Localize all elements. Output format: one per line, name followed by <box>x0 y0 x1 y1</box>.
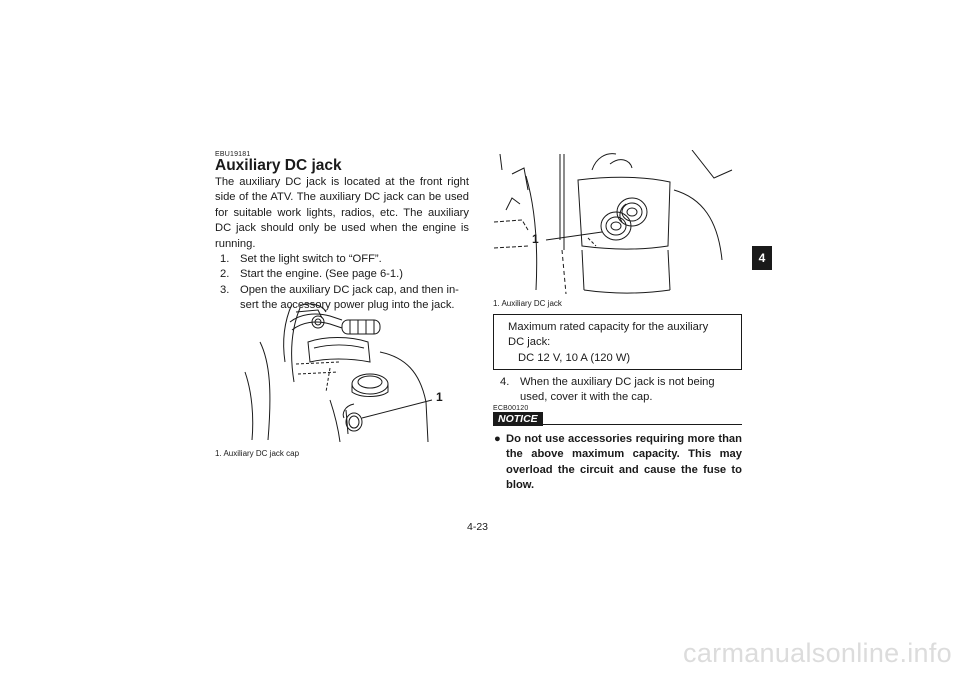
step-number: 1. <box>220 253 230 265</box>
figure-callout-number: 1 <box>532 232 539 246</box>
chapter-tab: 4 <box>752 246 772 270</box>
watermark: carmanualsonline.info <box>683 638 952 668</box>
section-heading: Auxiliary DC jack <box>215 157 342 174</box>
section-code: EBU19181 <box>215 151 251 158</box>
step-text: Set the light switch to “OFF”. <box>240 253 382 265</box>
figure-dc-jack-cap-drawing <box>230 302 450 442</box>
step-number: 2. <box>220 268 230 281</box>
notice-header <box>493 412 742 426</box>
step-2 <box>220 267 469 282</box>
step-number: 4. <box>500 376 510 388</box>
figure-callout-number: 1 <box>436 390 443 404</box>
step-number: 3. <box>220 283 230 296</box>
step-1 <box>220 252 469 267</box>
notice-bullet <box>494 432 742 494</box>
notice-code: ECB00120 <box>493 405 529 412</box>
notice-rule <box>543 424 742 425</box>
notice-bullet-text: Do not use accessories requiring more than the above maximum capacity. This may overload the circuit and cause the fuse to blow. <box>506 433 742 492</box>
page-number: 4-23 <box>467 521 489 533</box>
figure-caption-right: 1. Auxiliary DC jack <box>493 299 562 308</box>
step-text: Start the engine. (See page 6-1.) <box>240 268 403 281</box>
spec-box <box>493 314 742 370</box>
figure-dc-jack-cap <box>230 302 450 442</box>
intro-paragraph: The auxiliary DC jack is located at the front right side of the ATV. The auxiliary DC jack can be used for suitable work lights, radios, etc. The auxiliary DC jack should only be used when the engine is running. <box>215 176 469 250</box>
step-4 <box>500 375 742 406</box>
step-text: Open the auxiliary DC jack cap, and then in-sert the accessory power plug into the jack. <box>240 283 459 312</box>
bullet-icon: ● <box>494 433 501 445</box>
figure-dc-jack-drawing <box>492 150 742 294</box>
spec-value: DC 12 V, 10 A (120 W) <box>518 351 631 364</box>
figure-caption-left: 1. Auxiliary DC jack cap <box>215 449 300 458</box>
step-text: When the auxiliary DC jack is not being used, cover it with the cap. <box>520 376 715 404</box>
notice-badge: NOTICE <box>493 412 543 426</box>
figure-dc-jack <box>492 150 742 294</box>
spec-title: Maximum rated capacity for the auxiliary DC jack: <box>508 321 709 349</box>
